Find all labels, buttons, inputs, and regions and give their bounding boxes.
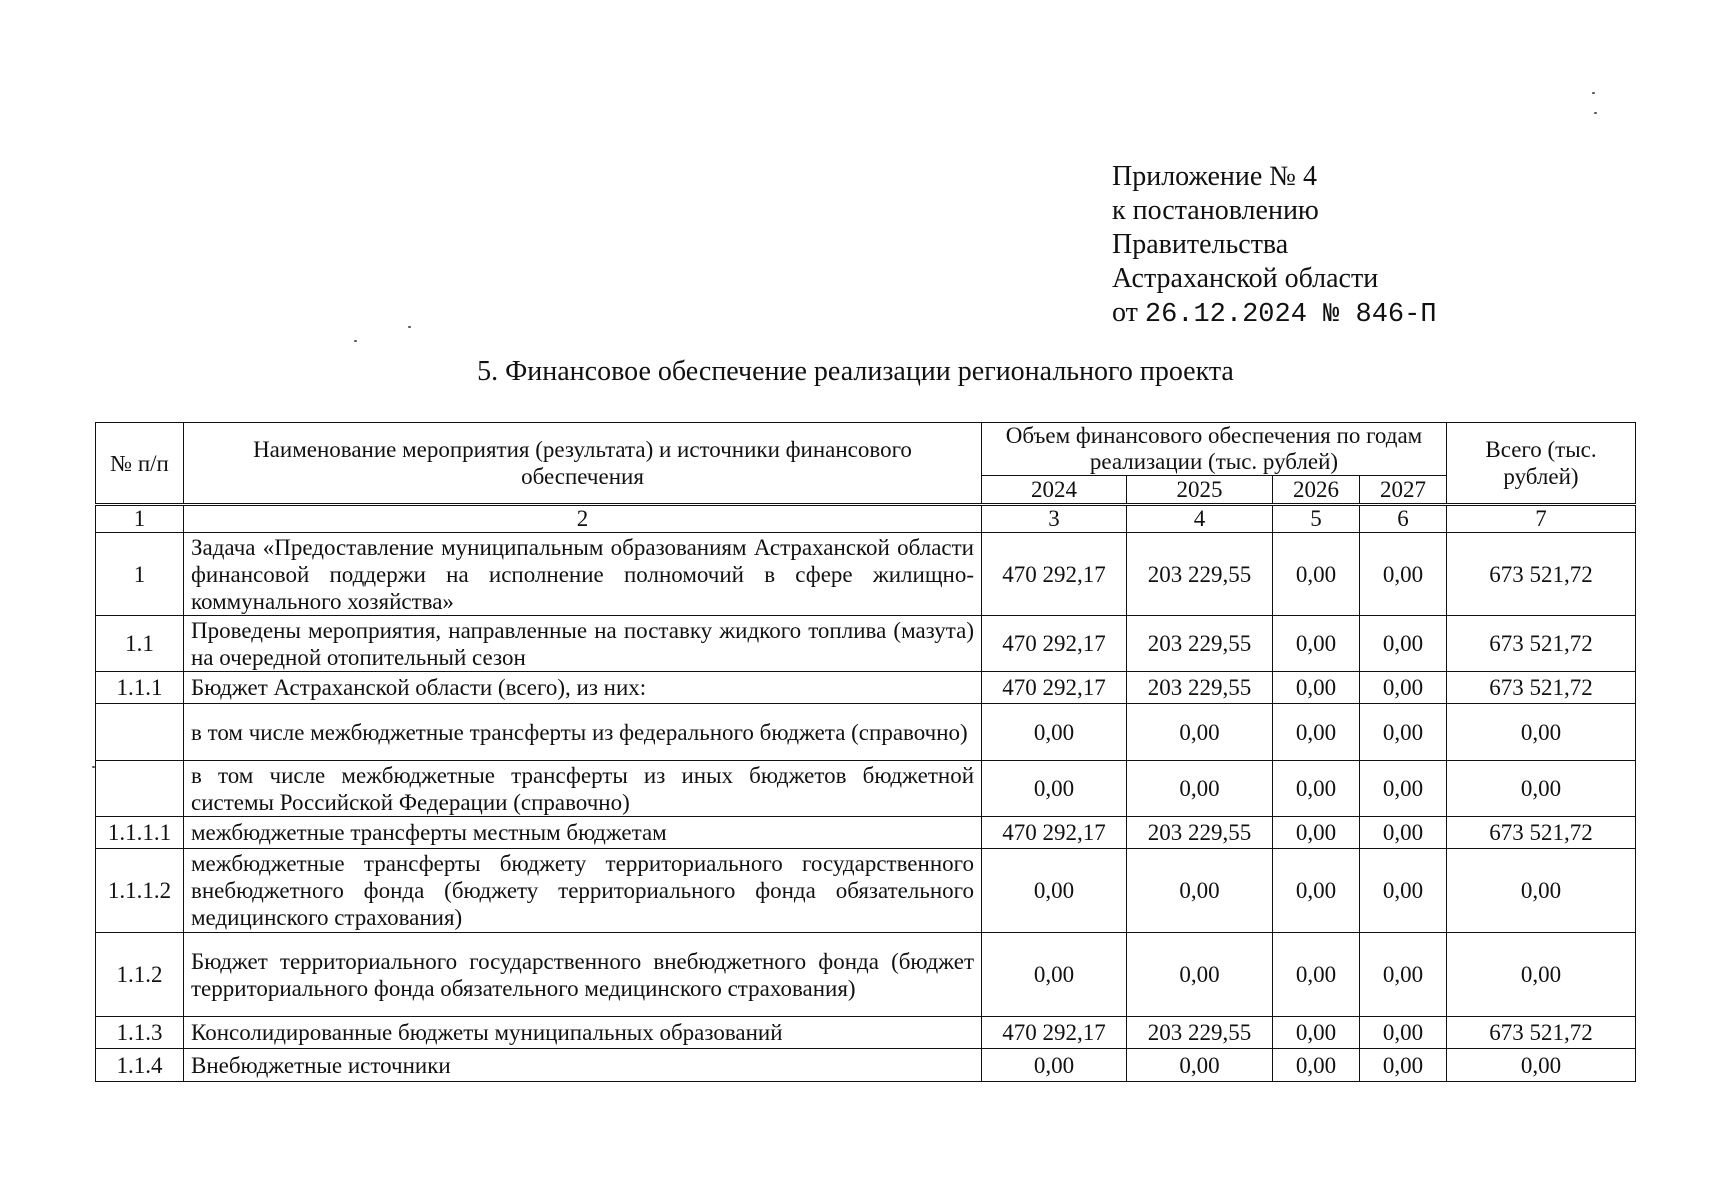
row-name: Задача «Предоставление муниципальным образованиям Астраханской области финансовой поддержи на исполнение полномочий в сфере жилищно-коммунального хозяйства»	[184, 533, 982, 616]
value-2027: 0,00	[1360, 761, 1447, 817]
row-name: Бюджет территориального государственного внебюджетного фонда (бюджет территориального фонда обязательного медицинского страхования)	[184, 933, 982, 1017]
value-2024: 0,00	[982, 704, 1127, 761]
row-number: 1.1.1	[96, 672, 184, 704]
row-number: 1.1.3	[96, 1017, 184, 1049]
value-2026: 0,00	[1273, 933, 1360, 1017]
table-row	[96, 704, 1636, 761]
appendix-line-1: Приложение № 4	[1112, 161, 1317, 192]
value-2025: 0,00	[1127, 933, 1273, 1017]
value-2024: 470 292,17	[982, 817, 1127, 849]
value-total: 673 521,72	[1447, 616, 1636, 672]
value-total: 0,00	[1447, 849, 1636, 933]
value-2027: 0,00	[1360, 616, 1447, 672]
value-2025: 0,00	[1127, 849, 1273, 933]
column-number: 5	[1273, 505, 1360, 533]
table-row	[96, 672, 1636, 704]
scan-speck	[408, 326, 411, 328]
header-year-2026: 2026	[1273, 476, 1360, 505]
value-2025: 0,00	[1127, 704, 1273, 761]
value-2026: 0,00	[1273, 1049, 1360, 1082]
table-row	[96, 616, 1636, 672]
column-number: 2	[184, 505, 982, 533]
appendix-line-3: Правительства	[1112, 229, 1289, 260]
value-2024: 470 292,17	[982, 616, 1127, 672]
row-name: Внебюджетные источники	[184, 1049, 982, 1082]
section-title: 5. Финансовое обеспечение реализации регионального проекта	[477, 356, 1234, 387]
scan-speck	[92, 766, 95, 768]
value-total: 0,00	[1447, 1049, 1636, 1082]
row-name: межбюджетные трансферты местным бюджетам	[184, 817, 982, 849]
value-2024: 0,00	[982, 1049, 1127, 1082]
value-2027: 0,00	[1360, 817, 1447, 849]
value-total: 673 521,72	[1447, 533, 1636, 616]
row-number: 1.1.4	[96, 1049, 184, 1082]
row-number: 1.1.1.1	[96, 817, 184, 849]
date-prefix: от	[1112, 297, 1138, 328]
value-2024: 0,00	[982, 849, 1127, 933]
row-name: в том числе межбюджетные трансферты из федерального бюджета (справочно)	[184, 704, 982, 761]
table-row	[96, 761, 1636, 817]
row-name: Бюджет Астраханской области (всего), из них:	[184, 672, 982, 704]
row-name: Проведены мероприятия, направленные на поставку жидкого топлива (мазута) на очередной отопительный сезон	[184, 616, 982, 672]
column-number: 4	[1127, 505, 1273, 533]
header-year-2025: 2025	[1127, 476, 1273, 505]
value-2024: 470 292,17	[982, 672, 1127, 704]
value-total: 0,00	[1447, 933, 1636, 1017]
appendix-date-line	[1112, 296, 1437, 332]
table-row	[96, 1049, 1636, 1082]
row-name: Консолидированные бюджеты муниципальных образований	[184, 1017, 982, 1049]
value-2025: 0,00	[1127, 761, 1273, 817]
value-2027: 0,00	[1360, 1017, 1447, 1049]
value-2027: 0,00	[1360, 672, 1447, 704]
scan-speck	[1594, 112, 1597, 114]
row-number: 1.1.1.2	[96, 849, 184, 933]
table-row	[96, 933, 1636, 1017]
value-2026: 0,00	[1273, 616, 1360, 672]
row-name: межбюджетные трансферты бюджету территориального государственного внебюджетного фонда (бюджету территориального фонда обязательного медицинского страхования)	[184, 849, 982, 933]
header-num: № п/п	[96, 423, 184, 505]
table-row	[96, 533, 1636, 616]
value-total: 673 521,72	[1447, 1017, 1636, 1049]
table-row	[96, 817, 1636, 849]
scan-speck	[354, 340, 357, 342]
header-volume: Объем финансового обеспечения по годам реализации (тыс. рублей)	[982, 423, 1447, 476]
header-year-2024: 2024	[982, 476, 1127, 505]
value-2027: 0,00	[1360, 933, 1447, 1017]
value-2025: 0,00	[1127, 1049, 1273, 1082]
value-2024: 0,00	[982, 761, 1127, 817]
value-2026: 0,00	[1273, 761, 1360, 817]
value-total: 673 521,72	[1447, 672, 1636, 704]
value-2026: 0,00	[1273, 1017, 1360, 1049]
scan-speck	[1592, 92, 1595, 94]
value-2027: 0,00	[1360, 533, 1447, 616]
appendix-block	[1112, 160, 1437, 332]
value-2026: 0,00	[1273, 704, 1360, 761]
value-2027: 0,00	[1360, 849, 1447, 933]
table-row	[96, 849, 1636, 933]
value-2024: 470 292,17	[982, 1017, 1127, 1049]
column-number-row	[96, 505, 1636, 533]
row-number	[96, 761, 184, 817]
value-total: 673 521,72	[1447, 817, 1636, 849]
table-row	[96, 1017, 1636, 1049]
value-2026: 0,00	[1273, 849, 1360, 933]
header-year-2027: 2027	[1360, 476, 1447, 505]
value-2025: 203 229,55	[1127, 533, 1273, 616]
date-number: 26.12.2024 № 846-П	[1144, 300, 1437, 330]
financing-table	[95, 422, 1636, 1082]
column-number: 1	[96, 505, 184, 533]
header-name: Наименование мероприятия (результата) и источники финансового обеспечения	[184, 423, 982, 505]
value-2026: 0,00	[1273, 672, 1360, 704]
value-2026: 0,00	[1273, 533, 1360, 616]
value-2027: 0,00	[1360, 1049, 1447, 1082]
value-2027: 0,00	[1360, 704, 1447, 761]
value-2025: 203 229,55	[1127, 1017, 1273, 1049]
value-2026: 0,00	[1273, 817, 1360, 849]
value-2024: 0,00	[982, 933, 1127, 1017]
value-2024: 470 292,17	[982, 533, 1127, 616]
appendix-line-2: к постановлению	[1112, 195, 1319, 226]
value-2025: 203 229,55	[1127, 616, 1273, 672]
column-number: 6	[1360, 505, 1447, 533]
value-2025: 203 229,55	[1127, 672, 1273, 704]
column-number: 3	[982, 505, 1127, 533]
header-total: Всего (тыс. рублей)	[1447, 423, 1636, 505]
value-total: 0,00	[1447, 761, 1636, 817]
value-total: 0,00	[1447, 704, 1636, 761]
row-number: 1.1	[96, 616, 184, 672]
row-number: 1.1.2	[96, 933, 184, 1017]
appendix-line-4: Астраханской области	[1112, 263, 1379, 294]
column-number: 7	[1447, 505, 1636, 533]
row-name: в том числе межбюджетные трансферты из иных бюджетов бюджетной системы Российской Федерации (справочно)	[184, 761, 982, 817]
value-2025: 203 229,55	[1127, 817, 1273, 849]
row-number	[96, 704, 184, 761]
row-number: 1	[96, 533, 184, 616]
